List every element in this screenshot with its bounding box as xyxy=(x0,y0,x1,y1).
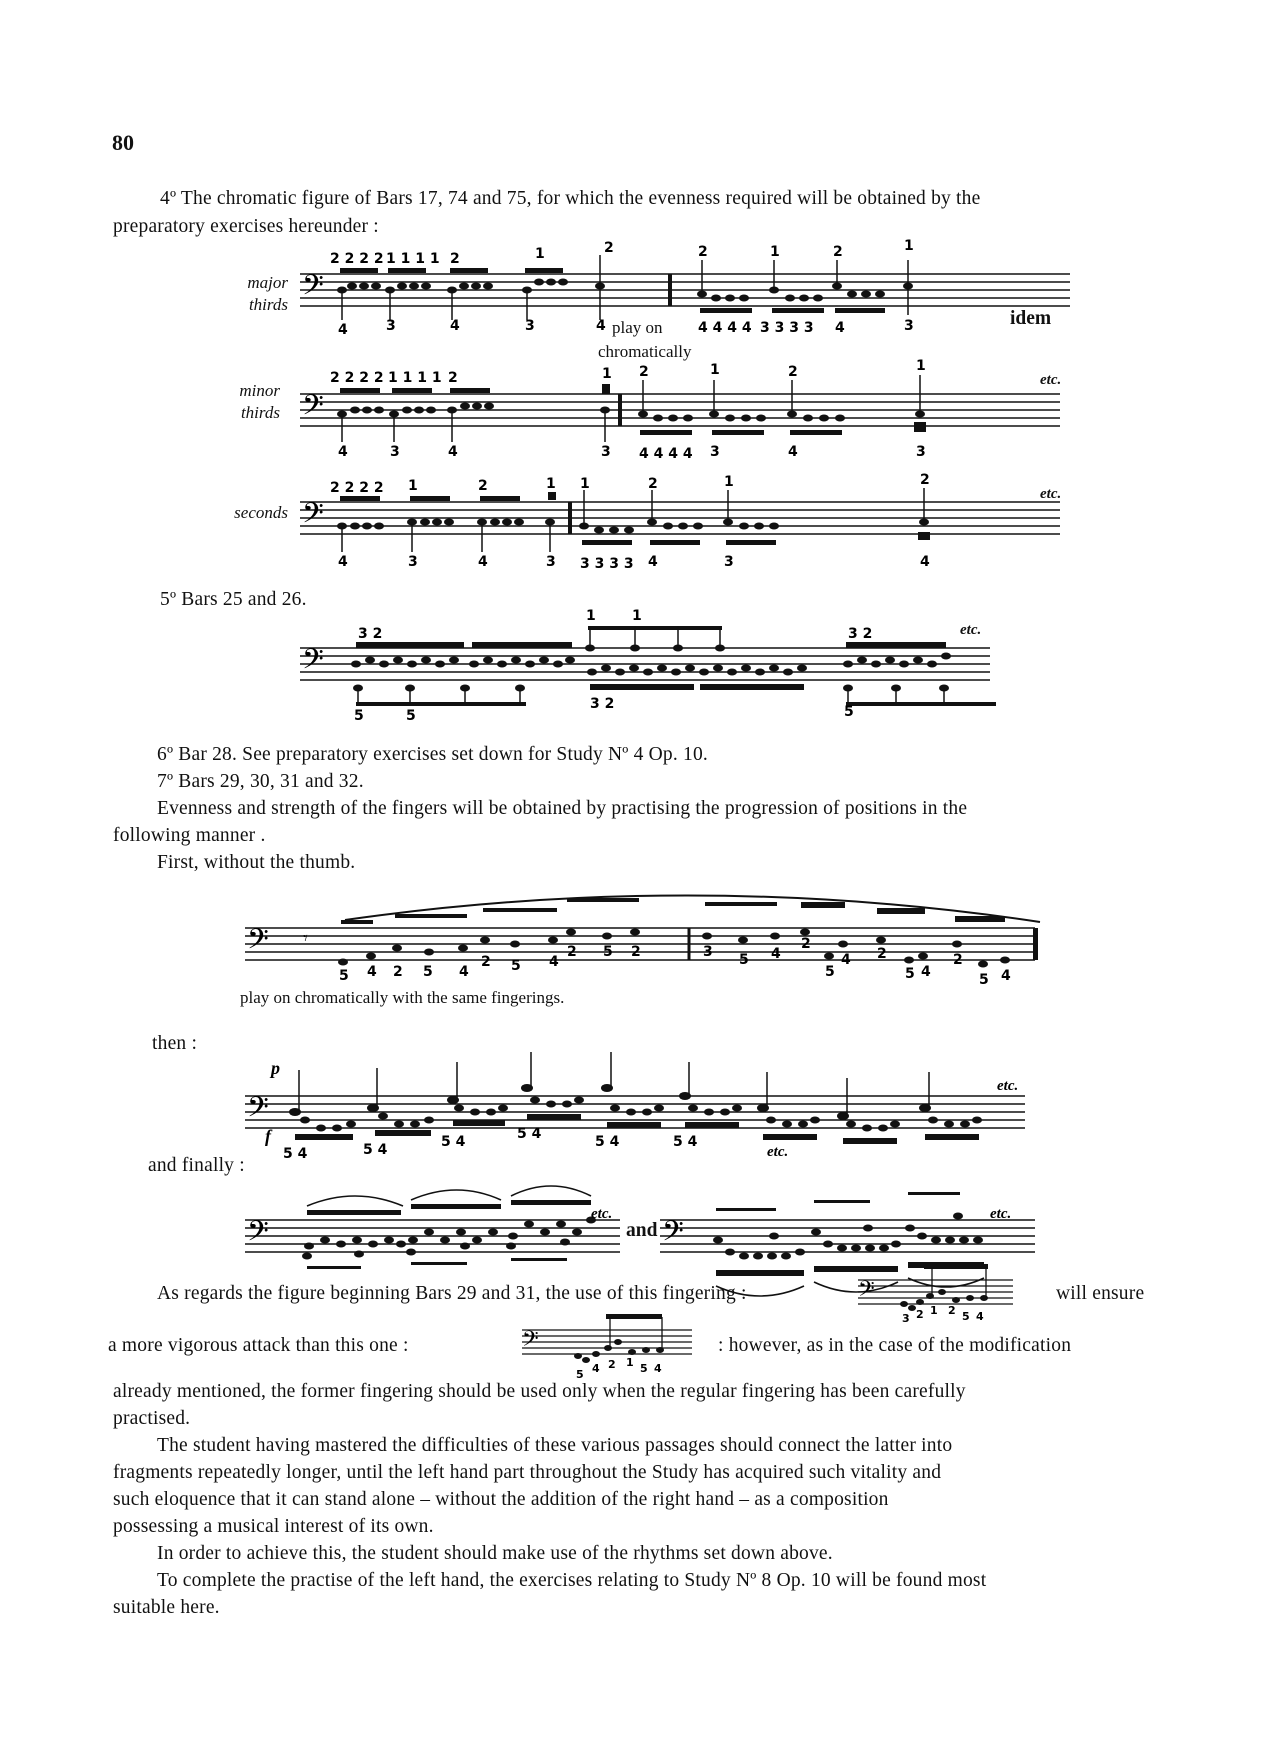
svg-text:2: 2 xyxy=(478,478,488,494)
svg-text:2: 2 xyxy=(916,1308,924,1321)
without-thumb-staff xyxy=(245,880,1045,990)
svg-text:2: 2 xyxy=(393,964,403,980)
svg-text:2: 2 xyxy=(631,944,641,960)
etc-end: etc. xyxy=(997,1078,1019,1094)
bass-clef-icon: 𝄢 xyxy=(302,645,324,682)
svg-text:4: 4 xyxy=(549,954,559,970)
svg-text:3: 3 xyxy=(601,444,611,460)
paragraph-former-fingering-cont: practised. xyxy=(113,1408,191,1429)
svg-text:4: 4 xyxy=(920,554,930,570)
svg-text:3: 3 xyxy=(916,444,926,460)
svg-text:2: 2 xyxy=(608,1358,616,1371)
section-4-heading-cont: preparatory exercises hereunder : xyxy=(113,216,379,237)
svg-text:2: 2 xyxy=(948,1304,956,1317)
svg-text:5: 5 xyxy=(603,944,613,960)
label-line-2: thirds xyxy=(248,295,288,314)
svg-text:4: 4 xyxy=(338,322,348,338)
svg-text:5: 5 xyxy=(844,704,854,720)
and-connector: and xyxy=(626,1220,658,1241)
svg-text:1: 1 xyxy=(602,366,612,382)
bass-clef-icon: 𝄢 xyxy=(858,1277,875,1306)
svg-text:5 4: 5 4 xyxy=(441,1134,466,1150)
svg-text:5: 5 xyxy=(979,972,989,988)
etc-mid: etc. xyxy=(767,1144,789,1160)
label-line-2: thirds xyxy=(240,403,280,422)
svg-text:3: 3 xyxy=(390,444,400,460)
svg-text:4: 4 xyxy=(654,1362,662,1375)
svg-text:4: 4 xyxy=(1001,968,1011,984)
svg-text:2: 2 xyxy=(788,364,798,380)
etc-mark: etc. xyxy=(1040,486,1062,502)
svg-text:5 4: 5 4 xyxy=(595,1134,620,1150)
bass-clef-icon: 𝄢 xyxy=(522,1327,539,1356)
svg-text:4 4 4 4: 4 4 4 4 xyxy=(698,320,752,336)
bass-clef-icon: 𝄢 xyxy=(302,271,324,308)
major-thirds-staff xyxy=(300,238,1070,340)
svg-text:5: 5 xyxy=(825,964,835,980)
svg-text:4: 4 xyxy=(921,964,931,980)
svg-text:4: 4 xyxy=(459,964,469,980)
paragraph-complete-l1: To complete the practise of the left hand, the exercises relating to Study Nº 8 Op. 10 will be found most xyxy=(157,1570,987,1591)
svg-text:5: 5 xyxy=(739,952,749,968)
svg-text:5 4: 5 4 xyxy=(673,1134,698,1150)
svg-text:2: 2 xyxy=(801,936,811,952)
svg-text:3 2: 3 2 xyxy=(590,696,615,712)
svg-text:1: 1 xyxy=(770,244,780,260)
bass-clef-icon: 𝄢 xyxy=(247,1217,269,1254)
svg-text:1: 1 xyxy=(535,246,545,262)
svg-text:3: 3 xyxy=(710,444,720,460)
will-ensure-text: will ensure xyxy=(1056,1283,1145,1304)
svg-text:2: 2 xyxy=(481,954,491,970)
svg-text:3: 3 xyxy=(904,318,914,334)
paragraph-complete-l2: suitable here. xyxy=(113,1597,220,1618)
svg-text:5 4: 5 4 xyxy=(517,1126,542,1142)
svg-text:2: 2 xyxy=(698,244,708,260)
svg-text:𝄾: 𝄾 xyxy=(303,928,308,948)
svg-text:5: 5 xyxy=(576,1368,584,1381)
svg-text:1: 1 xyxy=(586,608,596,624)
svg-text:4: 4 xyxy=(648,554,658,570)
paragraph-student-l4: possessing a musical interest of its own. xyxy=(113,1516,434,1537)
and-finally-label: and finally : xyxy=(148,1155,245,1176)
regards-text: As regards the figure beginning Bars 29 and 31, the use of this fingering : xyxy=(157,1283,747,1304)
label-line-1: minor xyxy=(239,381,280,400)
svg-text:3: 3 xyxy=(546,554,556,570)
section-7-heading: 7º Bars 29, 30, 31 and 32. xyxy=(157,771,364,792)
svg-text:1: 1 xyxy=(408,478,418,494)
minor-thirds-staff xyxy=(300,358,1070,462)
first-without-thumb: First, without the thumb. xyxy=(157,852,356,873)
svg-text:1: 1 xyxy=(580,476,590,492)
svg-text:2 2 2 2: 2 2 2 2 xyxy=(330,251,384,267)
svg-text:5: 5 xyxy=(905,966,915,982)
play-on-annotation: play on xyxy=(612,318,663,337)
svg-text:4: 4 xyxy=(338,444,348,460)
svg-text:3: 3 xyxy=(703,944,713,960)
paragraph-evenness-cont: following manner . xyxy=(113,825,266,846)
svg-text:2 2 2 2: 2 2 2 2 xyxy=(330,480,384,496)
section-4-heading: 4º The chromatic figure of Bars 17, 74 and 75, for which the evenness required will be obtained by the xyxy=(160,188,981,209)
svg-text:1: 1 xyxy=(904,238,914,254)
svg-text:1: 1 xyxy=(546,476,556,492)
svg-text:4 4 4 4: 4 4 4 4 xyxy=(639,446,693,462)
svg-text:3: 3 xyxy=(386,318,396,334)
seconds-staff xyxy=(300,472,1070,572)
chromatically-annotation: chromatically xyxy=(598,342,692,361)
dynamic-piano: p xyxy=(271,1058,280,1078)
bass-clef-icon: 𝄢 xyxy=(662,1217,684,1254)
svg-text:1: 1 xyxy=(626,1356,634,1369)
svg-text:1: 1 xyxy=(916,358,926,374)
svg-text:5 4: 5 4 xyxy=(283,1146,308,1162)
svg-text:1: 1 xyxy=(632,608,642,624)
section-5-heading: 5º Bars 25 and 26. xyxy=(160,589,307,610)
svg-text:3: 3 xyxy=(525,318,535,334)
dynamic-forte: f xyxy=(265,1126,271,1146)
svg-text:4: 4 xyxy=(841,952,851,968)
however-text: : however, as in the case of the modification xyxy=(718,1335,1072,1356)
svg-text:5: 5 xyxy=(640,1362,648,1375)
svg-text:5: 5 xyxy=(339,968,349,984)
fingering-figure-1 xyxy=(858,1262,1018,1332)
svg-text:5: 5 xyxy=(511,958,521,974)
paragraph-former-fingering: already mentioned, the former fingering should be used only when the regular fingering has been carefully xyxy=(113,1381,966,1402)
svg-text:4: 4 xyxy=(448,444,458,460)
svg-text:2: 2 xyxy=(448,370,458,386)
svg-text:5 4: 5 4 xyxy=(363,1142,388,1158)
svg-text:3: 3 xyxy=(902,1312,910,1325)
svg-text:1: 1 xyxy=(930,1304,938,1317)
svg-text:4: 4 xyxy=(338,554,348,570)
svg-text:2: 2 xyxy=(877,946,887,962)
svg-text:2: 2 xyxy=(604,240,614,256)
svg-text:2: 2 xyxy=(648,476,658,492)
svg-text:4: 4 xyxy=(450,318,460,334)
then-staff xyxy=(245,1050,1045,1160)
svg-text:4: 4 xyxy=(835,320,845,336)
svg-text:3 2: 3 2 xyxy=(848,626,873,642)
finally-staff-a xyxy=(245,1170,625,1280)
bass-clef-icon: 𝄢 xyxy=(247,925,269,962)
bass-clef-icon: 𝄢 xyxy=(247,1093,269,1130)
svg-text:2: 2 xyxy=(920,472,930,488)
svg-text:1: 1 xyxy=(724,474,734,490)
label-line-1: major xyxy=(247,273,288,292)
etc-mark: etc. xyxy=(591,1206,613,1222)
svg-text:4: 4 xyxy=(367,964,377,980)
page-number: 80 xyxy=(112,130,134,155)
then-label: then : xyxy=(152,1033,198,1054)
svg-text:2: 2 xyxy=(567,944,577,960)
paragraph-rhythms: In order to achieve this, the student should make use of the rhythms set down above. xyxy=(157,1543,833,1564)
svg-text:4: 4 xyxy=(976,1310,984,1323)
svg-text:4: 4 xyxy=(592,1362,600,1375)
section-6-heading: 6º Bar 28. See preparatory exercises set down for Study Nº 4 Op. 10. xyxy=(157,744,708,765)
svg-text:3 3 3 3: 3 3 3 3 xyxy=(760,320,814,336)
svg-text:2: 2 xyxy=(953,952,963,968)
seconds-label xyxy=(218,502,288,524)
svg-text:2: 2 xyxy=(833,244,843,260)
svg-text:5: 5 xyxy=(354,708,364,724)
svg-text:4: 4 xyxy=(478,554,488,570)
fingering-figure-2 xyxy=(522,1312,702,1384)
svg-text:2: 2 xyxy=(450,251,460,267)
bass-clef-icon: 𝄢 xyxy=(302,499,324,536)
svg-text:5: 5 xyxy=(423,964,433,980)
svg-text:4: 4 xyxy=(771,946,781,962)
label-line-1: seconds xyxy=(234,503,288,522)
svg-text:3: 3 xyxy=(408,554,418,570)
paragraph-student-l3: such eloquence that it can stand alone – without the addition of the right hand – as a composition xyxy=(113,1489,889,1510)
major-thirds-label xyxy=(218,272,288,316)
svg-text:3 2: 3 2 xyxy=(358,626,383,642)
svg-text:1 1 1 1: 1 1 1 1 xyxy=(388,370,442,386)
minor-thirds-label xyxy=(210,380,280,424)
svg-text:2 2 2 2: 2 2 2 2 xyxy=(330,370,384,386)
svg-text:2: 2 xyxy=(639,364,649,380)
svg-text:1: 1 xyxy=(710,362,720,378)
svg-text:3 3 3 3: 3 3 3 3 xyxy=(580,556,634,572)
etc-mark: etc. xyxy=(990,1206,1012,1222)
svg-text:4: 4 xyxy=(788,444,798,460)
play-on-chromatically-caption: play on chromatically with the same fingerings. xyxy=(240,988,565,1007)
svg-text:5: 5 xyxy=(406,708,416,724)
etc-mark: etc. xyxy=(1040,372,1062,388)
vigorous-text: a more vigorous attack than this one : xyxy=(108,1335,409,1356)
paragraph-student-l1: The student having mastered the difficulties of these various passages should connect the latter into xyxy=(157,1435,953,1456)
svg-text:1 1 1 1: 1 1 1 1 xyxy=(386,251,440,267)
svg-text:4: 4 xyxy=(596,318,606,334)
svg-text:3: 3 xyxy=(724,554,734,570)
etc-mark: etc. xyxy=(960,622,982,638)
svg-text:5: 5 xyxy=(962,1310,970,1323)
idem-mark: idem xyxy=(1010,308,1052,329)
paragraph-evenness: Evenness and strength of the fingers will be obtained by practising the progression of positions in the xyxy=(157,798,968,819)
paragraph-student-l2: fragments repeatedly longer, until the left hand part throughout the Study has acquired such vitality and xyxy=(113,1462,942,1483)
bass-clef-icon: 𝄢 xyxy=(302,391,324,428)
bars-25-26-staff xyxy=(300,608,990,724)
